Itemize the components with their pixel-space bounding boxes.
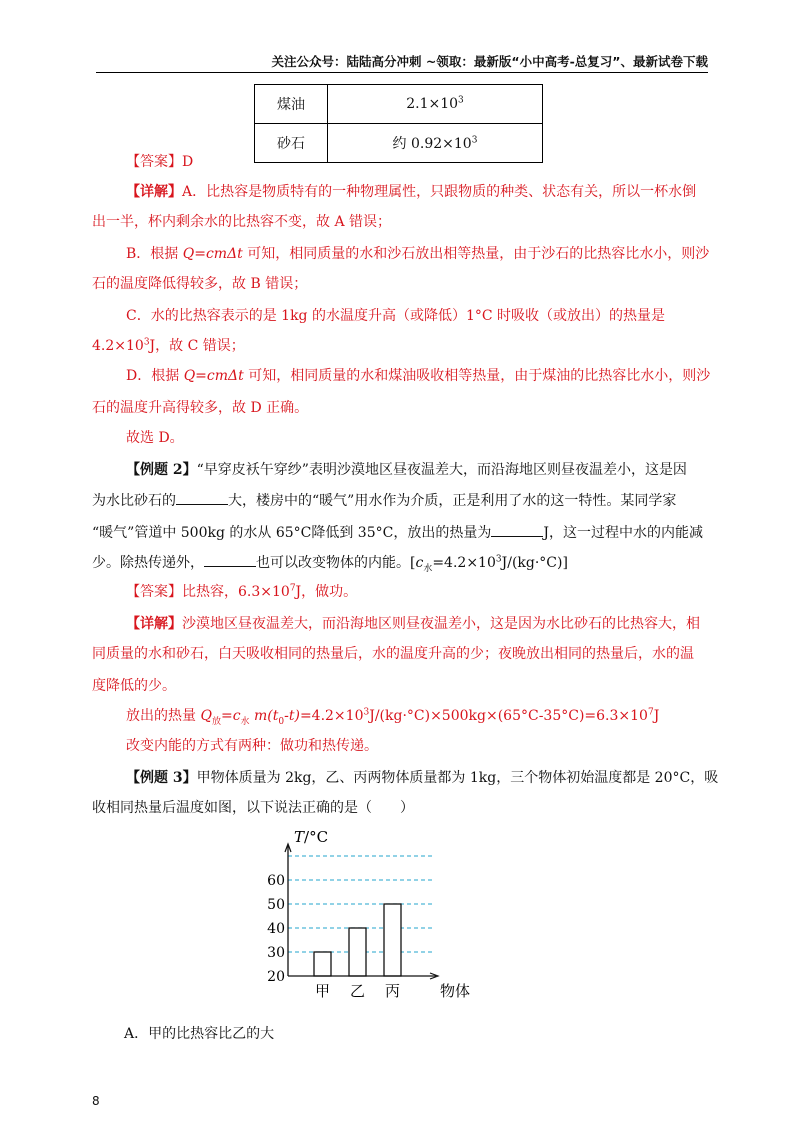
ex1-answer: 【答案】D — [126, 154, 194, 170]
y-tick-label: 60 — [267, 873, 285, 889]
ex2-detail-line1: 【详解】沙漠地区昼夜温差大，而沿海地区则昼夜温差小，这是因为水比砂石的比热容大，相 — [126, 616, 700, 632]
page-header: 关注公众号：陆陆高分冲刺 ~领取：最新版“小中高考-总复习”、最新试卷下载 — [271, 54, 708, 69]
ex3-option-a[interactable]: A．甲的比热容比乙的大 — [124, 1026, 275, 1042]
ex1-detail-b2: 石的温度降低得较多，故 B 错误； — [92, 276, 308, 292]
ex1-detail-b1: B．根据 Q=cmΔt 可知，相同质量的水和沙石放出相等热量，由于沙石的比热容比水小，则沙 — [126, 246, 710, 262]
specific-heat-table — [254, 84, 543, 163]
page-number: 8 — [92, 1094, 100, 1108]
answer-blank — [491, 522, 543, 537]
chart-y-ticks — [267, 873, 285, 985]
ex3-question-line1: 【例题 3】甲物体质量为 2kg，乙、丙两物体质量都为 1kg，三个物体初始温度都是 20°C，吸 — [126, 770, 719, 786]
table-cell-value: $2.1\times 10^3$ — [328, 85, 543, 124]
category-label: 乙 — [349, 982, 366, 1000]
table-row — [255, 85, 543, 124]
y-tick-label: 30 — [267, 945, 285, 961]
ex1-detail-d1: D．根据 Q=cmΔt 可知，相同质量的水和煤油吸收相等热量，由于煤油的比热容比水小，则沙 — [126, 368, 711, 384]
ex2-detail-line2: 同质量的水和砂石，白天吸收相同的热量后，水的温度升高的少；夜晚放出相同的热量后，水的温 — [92, 646, 694, 662]
ex1-detail-c2: $4.2\times 10^3J$，故 C 错误； — [92, 337, 245, 354]
answer-blank — [204, 552, 256, 567]
ex2-question-line2: 为水比砂石的 大，楼房中的“暖气”用水作为介质，正是利用了水的这一特性。某同学家 — [92, 490, 676, 511]
table-row — [255, 124, 543, 163]
ex2-detail-line3: 度降低的少。 — [92, 678, 176, 694]
ex2-answer: 【答案】比热容，$6.3\times 10^7J$，做功。 — [126, 583, 358, 600]
bar — [349, 928, 366, 976]
category-label: 甲 — [314, 982, 331, 1000]
category-label: 丙 — [384, 982, 401, 1000]
ex2-question-line1: 【例题 2】“早穿皮袄午穿纱”表明沙漠地区昼夜温差大，而沿海地区则昼夜温差小，这是因 — [126, 462, 687, 478]
ex2-question-line3: “暖气”管道中 500kg 的水从 65°C降低到 35°C，放出的热量为 J，这一过程中水的内能减 — [92, 522, 703, 543]
ex1-detail-a1: 【详解】A．比热容是物质特有的一种物理属性，只跟物质的种类、状态有关，所以一杯水倒 — [126, 184, 697, 200]
ex1-detail-d2: 石的温度升高得较多，故 D 正确。 — [92, 400, 309, 416]
ex1-final: 故选 D。 — [126, 430, 184, 446]
header-rule — [96, 72, 708, 73]
ex3-question-line2: 收相同热量后温度如图，以下说法正确的是（ ） — [92, 800, 414, 816]
chart-x-axis-label: 物体 — [440, 982, 471, 1000]
ex1-detail-a2: 出一半，杯内剩余水的比热容不变，故 A 错误； — [92, 214, 392, 230]
chart-bars — [314, 904, 401, 976]
temperature-bar-chart — [267, 820, 482, 1004]
ex1-detail-c1: C．水的比热容表示的是 1kg 的水温度升高（或降低）1°C 时吸收（或放出）的热量是 — [126, 308, 666, 324]
ex2-question-line4: 少。除热传递外， 也可以改变物体的内能。$[c_水=4.2\times 10^3J/(kg\cdot^\circ C)]$ — [92, 552, 568, 573]
y-tick-label: 50 — [267, 897, 285, 913]
table-cell-name: 砂石 — [255, 124, 328, 163]
answer-blank — [176, 490, 228, 505]
bar — [314, 952, 331, 976]
ex2-ways: 改变内能的方式有两种：做功和热传递。 — [126, 738, 378, 754]
y-tick-label: 20 — [267, 969, 285, 985]
chart-categories — [315, 982, 400, 1000]
table-cell-name: 煤油 — [255, 85, 328, 124]
y-tick-label: 40 — [267, 921, 285, 937]
ex2-formula: 放出的热量 $Q_放=c_水$ $m(t_0-t)=4.2\times 10^3J/(kg\cdot^\circ C)\times 500kg\times(65^\circ C-35^\circ C)=6.3\times 10^7J$ — [126, 707, 660, 727]
bar — [384, 904, 401, 976]
chart-y-axis-label: T/°C — [294, 828, 329, 846]
table-cell-value: 约 $0.92\times 10^3$ — [328, 124, 543, 163]
